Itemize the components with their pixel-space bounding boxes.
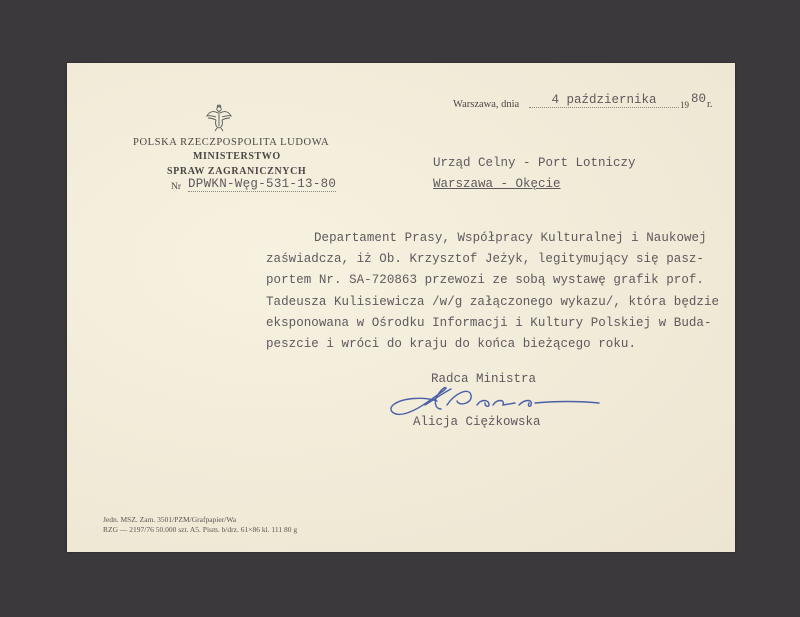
ministry-line-1: MINISTERSTWO — [193, 151, 281, 162]
reference-label: Nr — [171, 182, 182, 192]
date-place-label: Warszawa, dnia — [453, 99, 520, 110]
recipient-line-2: Warszawa - Okęcie — [433, 177, 561, 191]
print-info-line-1: Jedn. MSZ. Zam. 3501/PZM/Grafpapier/Wa — [103, 515, 237, 524]
body-line: portem Nr. SA-720863 przewozi ze sobą wystawę grafik prof. — [266, 273, 704, 287]
signatory-name: Alicja Ciężkowska — [413, 415, 541, 429]
year-abbrev: r. — [707, 99, 713, 110]
body-line: eksponowana w Ośrodku Informacji i Kultury Polskiej w Buda- — [266, 316, 712, 330]
body-line: Tadeusza Kulisiewicza /w/g załączonego wykazu/, która będzie — [266, 295, 720, 309]
signatory-title: Radca Ministra — [431, 372, 537, 386]
polish-eagle-emblem-icon — [205, 104, 233, 132]
print-info-line-2: RZG — 2197/76 50.000 szt. A5. Pism. b/drz. 61×86 kl. 111 80 g — [103, 525, 298, 534]
reference-number: DPWKN-Węg-531-13-80 — [188, 177, 337, 191]
year-prefix: 19 — [680, 100, 689, 110]
year-suffix: 80 — [691, 92, 707, 106]
recipient-line-1: Urząd Celny - Port Lotniczy — [433, 156, 636, 170]
ministry-line-2: SPRAW ZAGRANICZNYCH — [167, 166, 307, 177]
country-name: POLSKA RZECZPOSPOLITA LUDOWA — [133, 137, 330, 148]
letter-document — [67, 63, 735, 552]
date-day-month: 4 października — [529, 93, 679, 108]
body-line: peszcie i wróci do kraju do końca bieżącego roku. — [266, 337, 637, 351]
body-line: Departament Prasy, Współpracy Kulturalnej i Naukowej — [314, 231, 707, 245]
body-line: zaświadcza, iż Ob. Krzysztof Jeżyk, legitymujący się pasz- — [266, 252, 704, 266]
